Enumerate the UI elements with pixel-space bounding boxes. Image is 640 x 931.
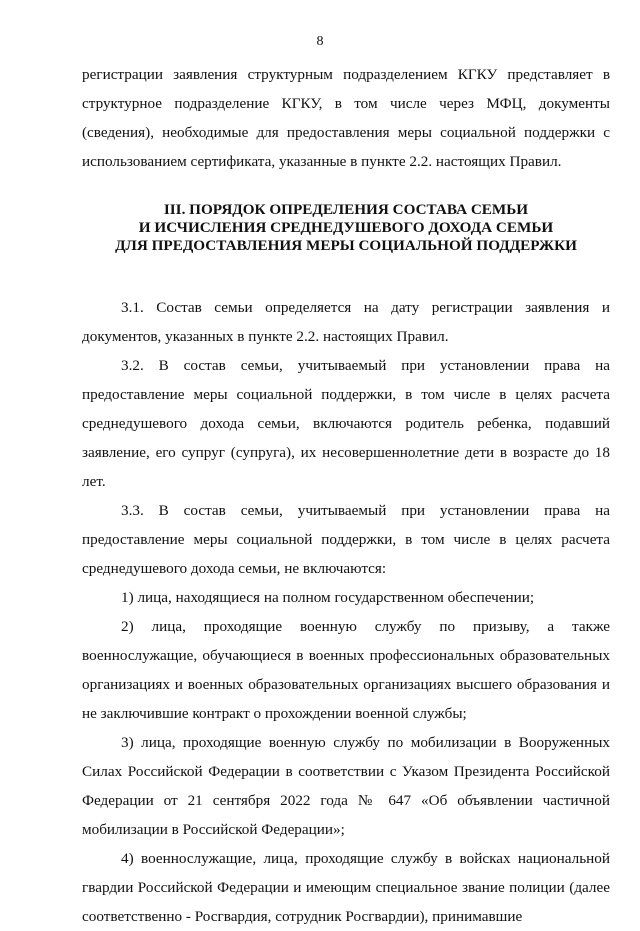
paragraph-3-2: 3.2. В состав семьи, учитываемый при установлении права на предоставление меры социальной поддержки, в том числе в целях расчета среднедушевого дохода семьи, включаются родитель ребенка, подавший заявление, его супруг (супруга), их несовершеннолетние дети в возрасте до 18 лет. xyxy=(82,357,610,490)
list-item-2: 2) лица, проходящие военную службу по призыву, а также военнослужащие, обучающиеся в военных профессиональных образовательных организациях и военных образовательных организациях высшего образования и не заключившие контракт о прохождении военной службы; xyxy=(82,618,610,722)
section-heading-line: III. ПОРЯДОК ОПРЕДЕЛЕНИЯ СОСТАВА СЕМЬИ xyxy=(163,201,529,218)
list-item-1: 1) лица, находящиеся на полном государственном обеспечении; xyxy=(121,589,535,606)
section-heading-line: И ИСЧИСЛЕНИЯ СРЕДНЕДУШЕВОГО ДОХОДА СЕМЬИ xyxy=(138,219,554,236)
page-number: 8 xyxy=(316,34,324,49)
document-body xyxy=(82,60,610,931)
section-heading-line: ДЛЯ ПРЕДОСТАВЛЕНИЯ МЕРЫ СОЦИАЛЬНОЙ ПОДДЕРЖКИ xyxy=(115,237,577,254)
list-item-3: 3) лица, проходящие военную службу по мобилизации в Вооруженных Силах Российской Федерации в соответствии с Указом Президента Российской Федерации от 21 сентября 2022 года № 647 «Об объявлении частичной мобилизации в Российской Федерации»; xyxy=(82,734,610,838)
paragraph-3-3: 3.3. В состав семьи, учитываемый при установлении права на предоставление меры социальной поддержки, в том числе в целях расчета среднедушевого дохода семьи, не включаются: xyxy=(82,502,610,577)
paragraph-intro: регистрации заявления структурным подразделением КГКУ представляет в структурное подразделение КГКУ, в том числе через МФЦ, документы (сведения), необходимые для предоставления меры социальной поддержки с использованием сертификата, указанные в пункте 2.2. настоящих Правил. xyxy=(82,66,610,170)
section-heading xyxy=(82,201,610,255)
list-item-4: 4) военнослужащие, лица, проходящие службу в войсках национальной гвардии Российской Федерации и имеющим специальное звание полиции (далее соответственно - Росгвардия, сотрудник Росгвардии), принимавшие xyxy=(82,850,610,925)
paragraph-3-1: 3.1. Состав семьи определяется на дату регистрации заявления и документов, указанных в пункте 2.2. настоящих Правил. xyxy=(82,299,610,345)
